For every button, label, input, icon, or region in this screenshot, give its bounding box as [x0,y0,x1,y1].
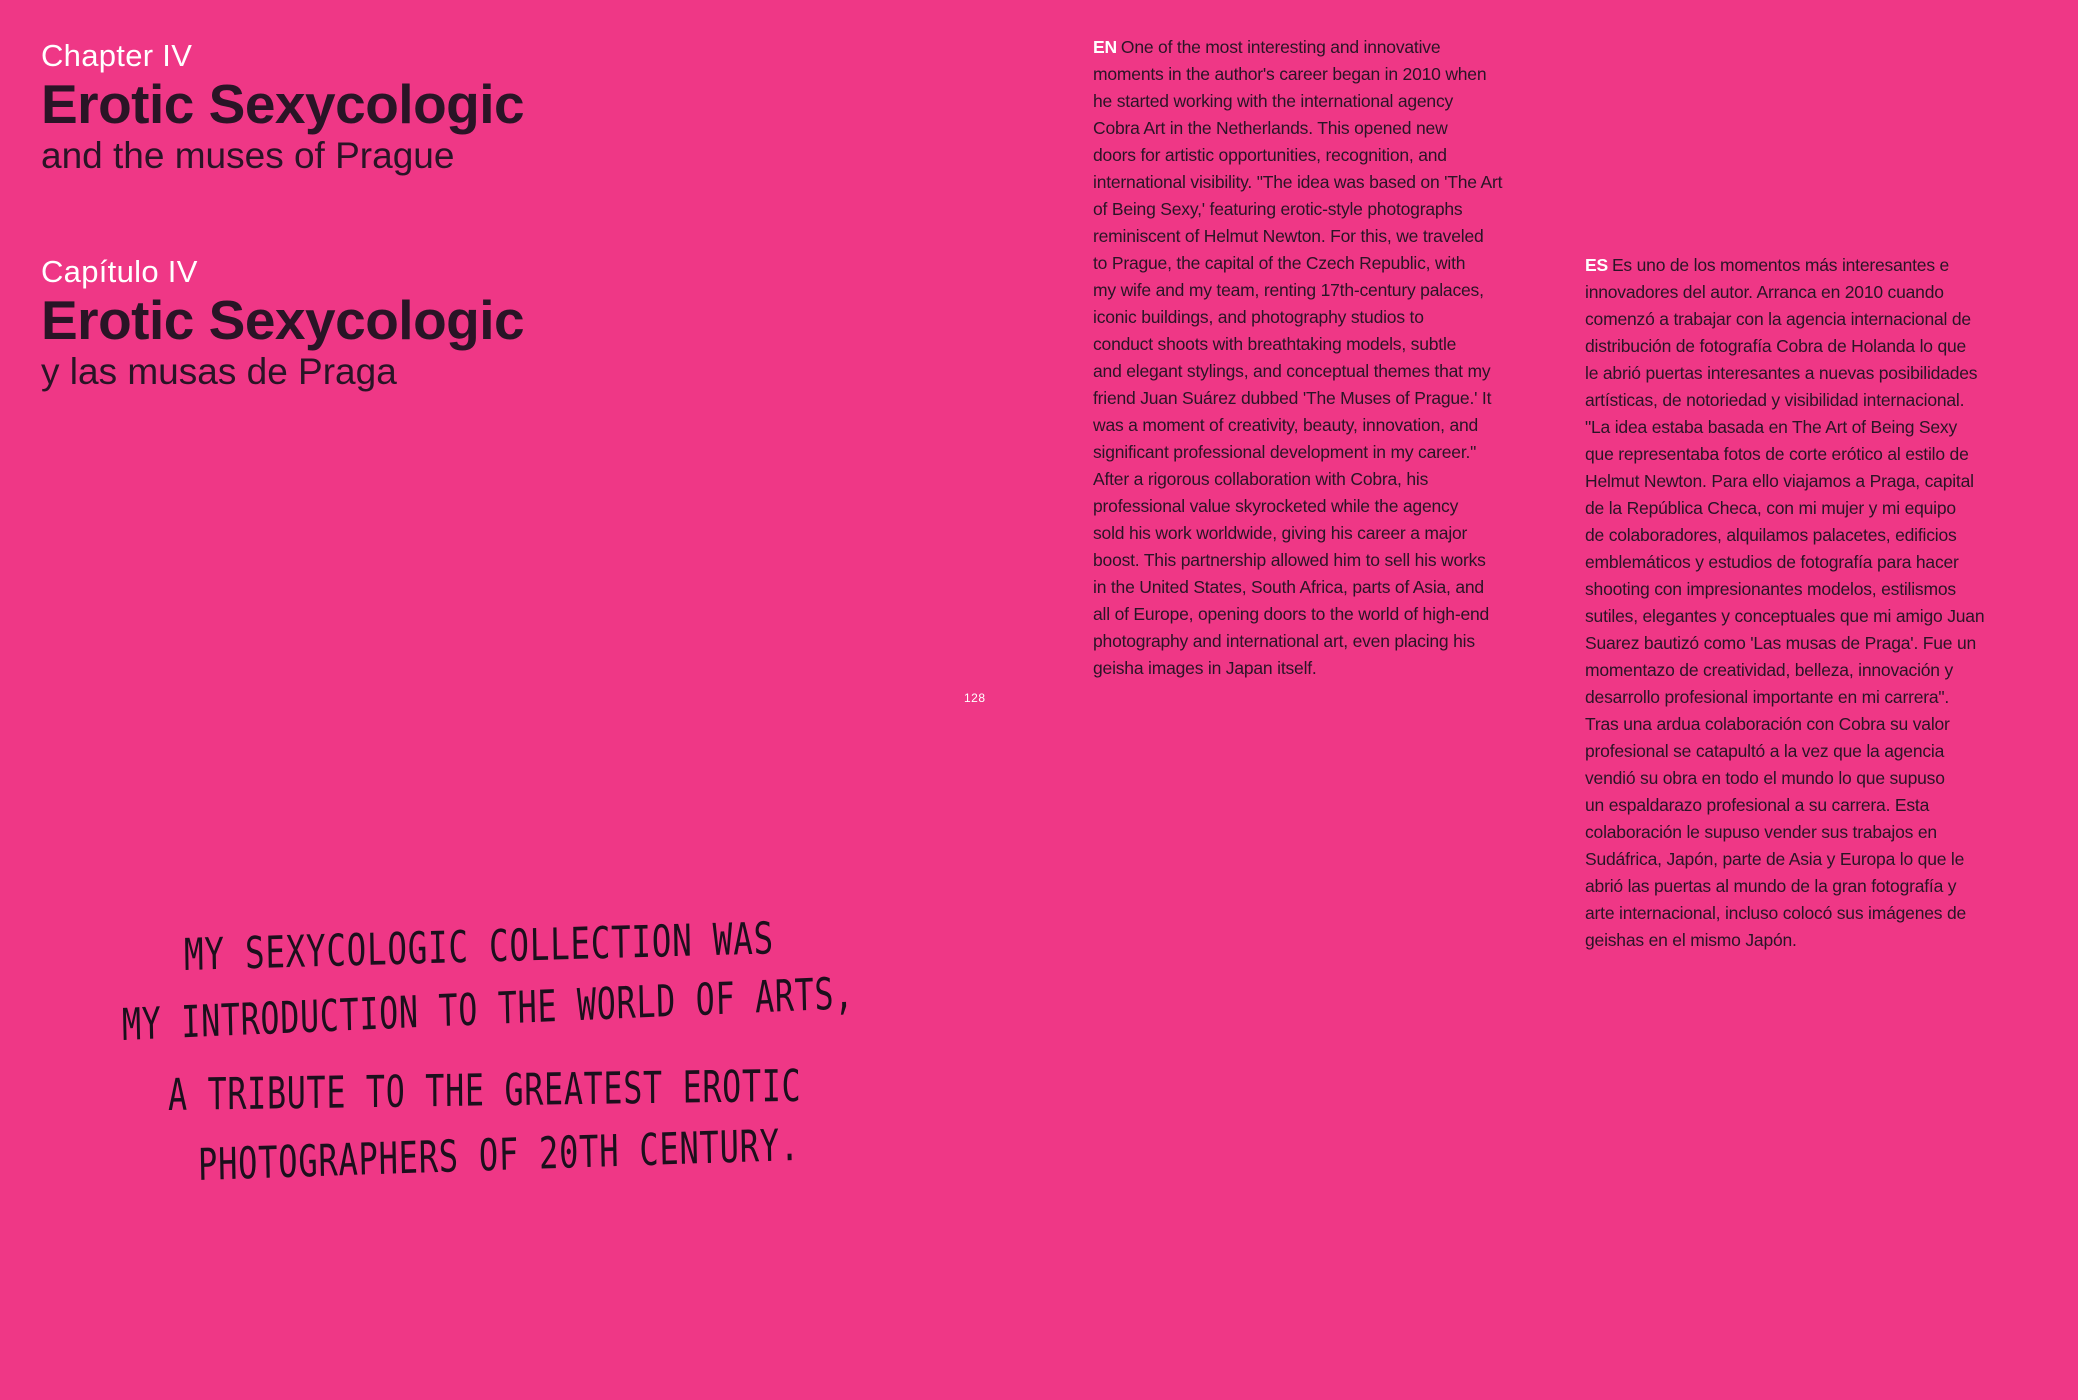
body-line: sutiles, elegantes y conceptuales que mi amigo Juan [1585,606,1985,626]
chapter-subtitle: y las musas de Praga [41,351,397,392]
body-line: Cobra Art in the Netherlands. This opened new [1093,118,1448,138]
chapter-title: Erotic Sexycologic [41,289,525,351]
body-line: doors for artistic opportunities, recognition, and [1093,145,1447,165]
body-line: momentazo de creatividad, belleza, innovación y [1585,660,1954,680]
body-line: he started working with the international agency [1093,91,1454,111]
chapter-title: Erotic Sexycologic [41,73,525,135]
body-line: un espaldarazo profesional a su carrera. Esta [1585,795,1930,815]
body-line: arte internacional, incluso colocó sus imágenes de [1585,903,1967,923]
language-tag: EN [1093,37,1117,57]
body-line: all of Europe, opening doors to the world of high-end [1093,604,1490,624]
chapter-subtitle: and the muses of Prague [41,135,455,176]
chapter-heading-en [41,38,524,178]
body-line: desarrollo profesional importante en mi carrera". [1585,687,1950,707]
body-line: was a moment of creativity, beauty, innovation, and [1093,415,1479,435]
body-line: vendió su obra en todo el mundo lo que supuso [1585,768,1945,788]
body-line: Helmut Newton. Para ello viajamos a Praga, capital [1585,471,1974,491]
body-text-es [1585,252,2025,954]
page-number: 128 [964,691,986,705]
body-line: in the United States, South Africa, parts of Asia, and [1093,577,1484,597]
chapter-label: Capítulo IV [41,254,198,289]
body-line: shooting con impresionantes modelos, estilismos [1585,579,1956,599]
body-line: geishas en el mismo Japón. [1585,930,1797,950]
body-line: conduct shoots with breathtaking models, subtle [1093,334,1457,354]
body-line-text: One of the most interesting and innovative [1120,37,1441,57]
body-line: Sudáfrica, Japón, parte de Asia y Europa lo que le [1585,849,1965,869]
body-line: distribución de fotografía Cobra de Holanda lo que [1585,336,1967,356]
body-line: de la República Checa, con mi mujer y mi equipo [1585,498,1956,518]
chapter-label: Chapter IV [41,38,193,73]
body-line: de colaboradores, alquilamos palacetes, edificios [1585,525,1957,545]
body-line: friend Juan Suárez dubbed 'The Muses of Prague.' It [1093,388,1492,408]
body-line: iconic buildings, and photography studios to [1093,307,1424,327]
handwritten-quote [112,913,1012,1220]
body-line [1585,252,2025,279]
body-line: Tras una ardua colaboración con Cobra su valor [1585,714,1950,734]
language-tag: ES [1585,255,1608,275]
body-line: to Prague, the capital of the Czech Republic, with [1093,253,1466,273]
body-line: "La idea estaba basada en The Art of Being Sexy [1585,417,1958,437]
body-line: international visibility. "The idea was based on 'The Art [1093,172,1503,192]
body-line: artísticas, de notoriedad y visibilidad internacional. [1585,390,1965,410]
quote-line: MY SEXYCOLOGIC COLLECTION WAS [183,913,775,981]
body-line: boost. This partnership allowed him to sell his works [1093,550,1486,570]
body-line: moments in the author's career began in 2010 when [1093,64,1487,84]
body-line: sold his work worldwide, giving his career a major [1093,523,1468,543]
body-line: colaboración le supuso vender sus trabajos en [1585,822,1937,842]
body-line: emblemáticos y estudios de fotografía para hacer [1585,552,1959,572]
body-line: le abrió puertas interesantes a nuevas posibilidades [1585,363,1978,383]
quote-line: A TRIBUTE TO THE GREATEST EROTIC [167,1060,802,1121]
quote-line: MY INTRODUCTION TO THE WORLD OF ARTS, [121,968,855,1051]
body-text-en [1093,34,1553,682]
body-line: professional value skyrocketed while the agency [1093,496,1459,516]
body-line: After a rigorous collaboration with Cobra, his [1093,469,1429,489]
body-line: comenzó a trabajar con la agencia internacional de [1585,309,1971,329]
body-line [1093,34,1553,61]
body-line: que representaba fotos de corte erótico al estilo de [1585,444,1969,464]
chapter-heading-es [41,254,524,394]
body-line: photography and international art, even placing his [1093,631,1475,651]
body-line: reminiscent of Helmut Newton. For this, we traveled [1093,226,1484,246]
body-line: Suarez bautizó como 'Las musas de Praga'. Fue un [1585,633,1977,653]
body-line-text: Es uno de los momentos más interesantes e [1611,255,1950,275]
body-line: and elegant stylings, and conceptual themes that my [1093,361,1491,381]
body-line: of Being Sexy,' featuring erotic-style photographs [1093,199,1463,219]
body-line: significant professional development in my career." [1093,442,1477,462]
body-line: abrió las puertas al mundo de la gran fotografía y [1585,876,1957,896]
body-line: profesional se catapultó a la vez que la agencia [1585,741,1945,761]
quote-line: PHOTOGRAPHERS OF 20TH CENTURY. [197,1119,801,1191]
body-line: geisha images in Japan itself. [1093,658,1317,678]
body-line: innovadores del autor. Arranca en 2010 cuando [1585,282,1944,302]
body-line: my wife and my team, renting 17th-century palaces, [1093,280,1484,300]
